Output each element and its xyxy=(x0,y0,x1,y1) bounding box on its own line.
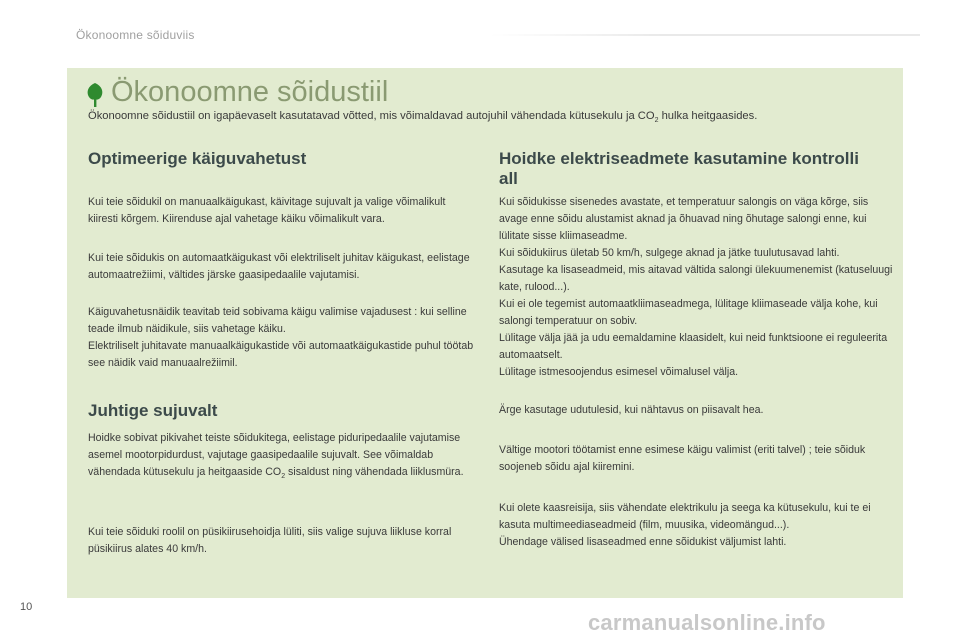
heading-optimize-gears: Optimeerige käiguvahetust xyxy=(88,149,307,168)
page-number: 10 xyxy=(20,601,33,613)
leaf-icon xyxy=(84,82,106,108)
paragraph-manual-gearbox: Kui teie sõidukil on manuaalkäigukast, käivitage sujuvalt ja valige võimalikult kiiresti kõrgem. Kiirenduse ajal vahetage käiku võimalikult vara. xyxy=(88,196,446,225)
intro-text: Ökonoomne sõidustiil on igapäevaselt kasutatavad võtted, mis võimaldavad autojuhil vähendada kütusekulu ja $CO_2$ hulka heitgaasides. xyxy=(88,110,758,125)
header-rule xyxy=(490,34,920,36)
paragraph-engine-warmup: Vältige mootori töötamist enne esimese käigu valimist (eriti talvel) ; teie sõiduk soojeneb sõidu ajal kiiremini. xyxy=(499,444,866,473)
watermark: carmanualsonline.info xyxy=(588,610,826,635)
paragraph-fog-lights: Ärge kasutage udutulesid, kui nähtavus on piisavalt hea. xyxy=(499,404,764,416)
running-header: Ökonoomne sõiduviis xyxy=(76,28,195,42)
paragraph-climate-control: Kui sõidukisse sisenedes avastate, et temperatuur salongis on väga kõrge, siis avage enne sõidu alustamist aknad ja õhuavad ning õhutage salongi enne, kui lülitate sisse kliimaseadme. Kui sõidukiirus ületab 50 km/h, sulgege aknad ja jätke tuulutusavad lahti. Kasutage ka lisaseadmeid, mis aitavad vältida salongi ülekuumenemist (katuseluugi kate, rulood...). Kui ei ole tegemist automaatkliimaseadmega, lülitage kliimaseade välja kohe, kui salongi temperatuur on sobiv. Lülitage välja jää ja udu eemaldamine klaasidelt, kui neid funktsioone ei reguleerita automaatselt. Lülitage istmesoojendus esimesel võimalusel välja. xyxy=(499,196,893,378)
page-title: Ökonoomne sõidustiil xyxy=(111,76,389,108)
paragraph-gear-indicator: Käiguvahetusnäidik teavitab teid sobivama käigu valimise vajadusest : kui selline teade ilmub näidikule, siis vahetage käiku. Elektriliselt juhitavate manuaalkäigukastide või automaatkäigukastide puhul töötab see näidik vaid manuaalrežiimil. xyxy=(88,306,474,369)
paragraph-passenger-multimedia: Kui olete kaasreisija, siis vähendate elektrikulu ja seega ka kütusekulu, kui te ei kasuta multimeediaseadmeid (film, muusika, videomängud...). Ühendage välised lisaseadmed enne sõidukist väljumist lahti. xyxy=(499,502,871,548)
heading-drive-smoothly: Juhtige sujuvalt xyxy=(88,401,218,420)
paragraph-automatic-gearbox: Kui teie sõidukis on automaatkäigukast või elektriliselt juhitav käigukast, eelistage automaatrežiimi, vältides järske gaasipedaalile vajutamisi. xyxy=(88,252,470,281)
heading-electrical-equipment: Hoidke elektriseadmete kasutamine kontrolli all xyxy=(499,149,859,188)
paragraph-smooth-driving: Hoidke sobivat pikivahet teiste sõidukitega, eelistage piduripedaalile vajutamise asemel mootorpidurdust, vajutage gaasipedaalile sujuvalt. See võimaldab vähendada kütusekulu ja heitgaaside $CO_2$ sisaldust ning vähendada liiklusmüra. xyxy=(88,432,464,481)
paragraph-cruise-control: Kui teie sõiduki roolil on püsikiirusehoidja lüliti, siis valige sujuva liikluse korral püsikiirus alates 40 km/h. xyxy=(88,526,452,555)
